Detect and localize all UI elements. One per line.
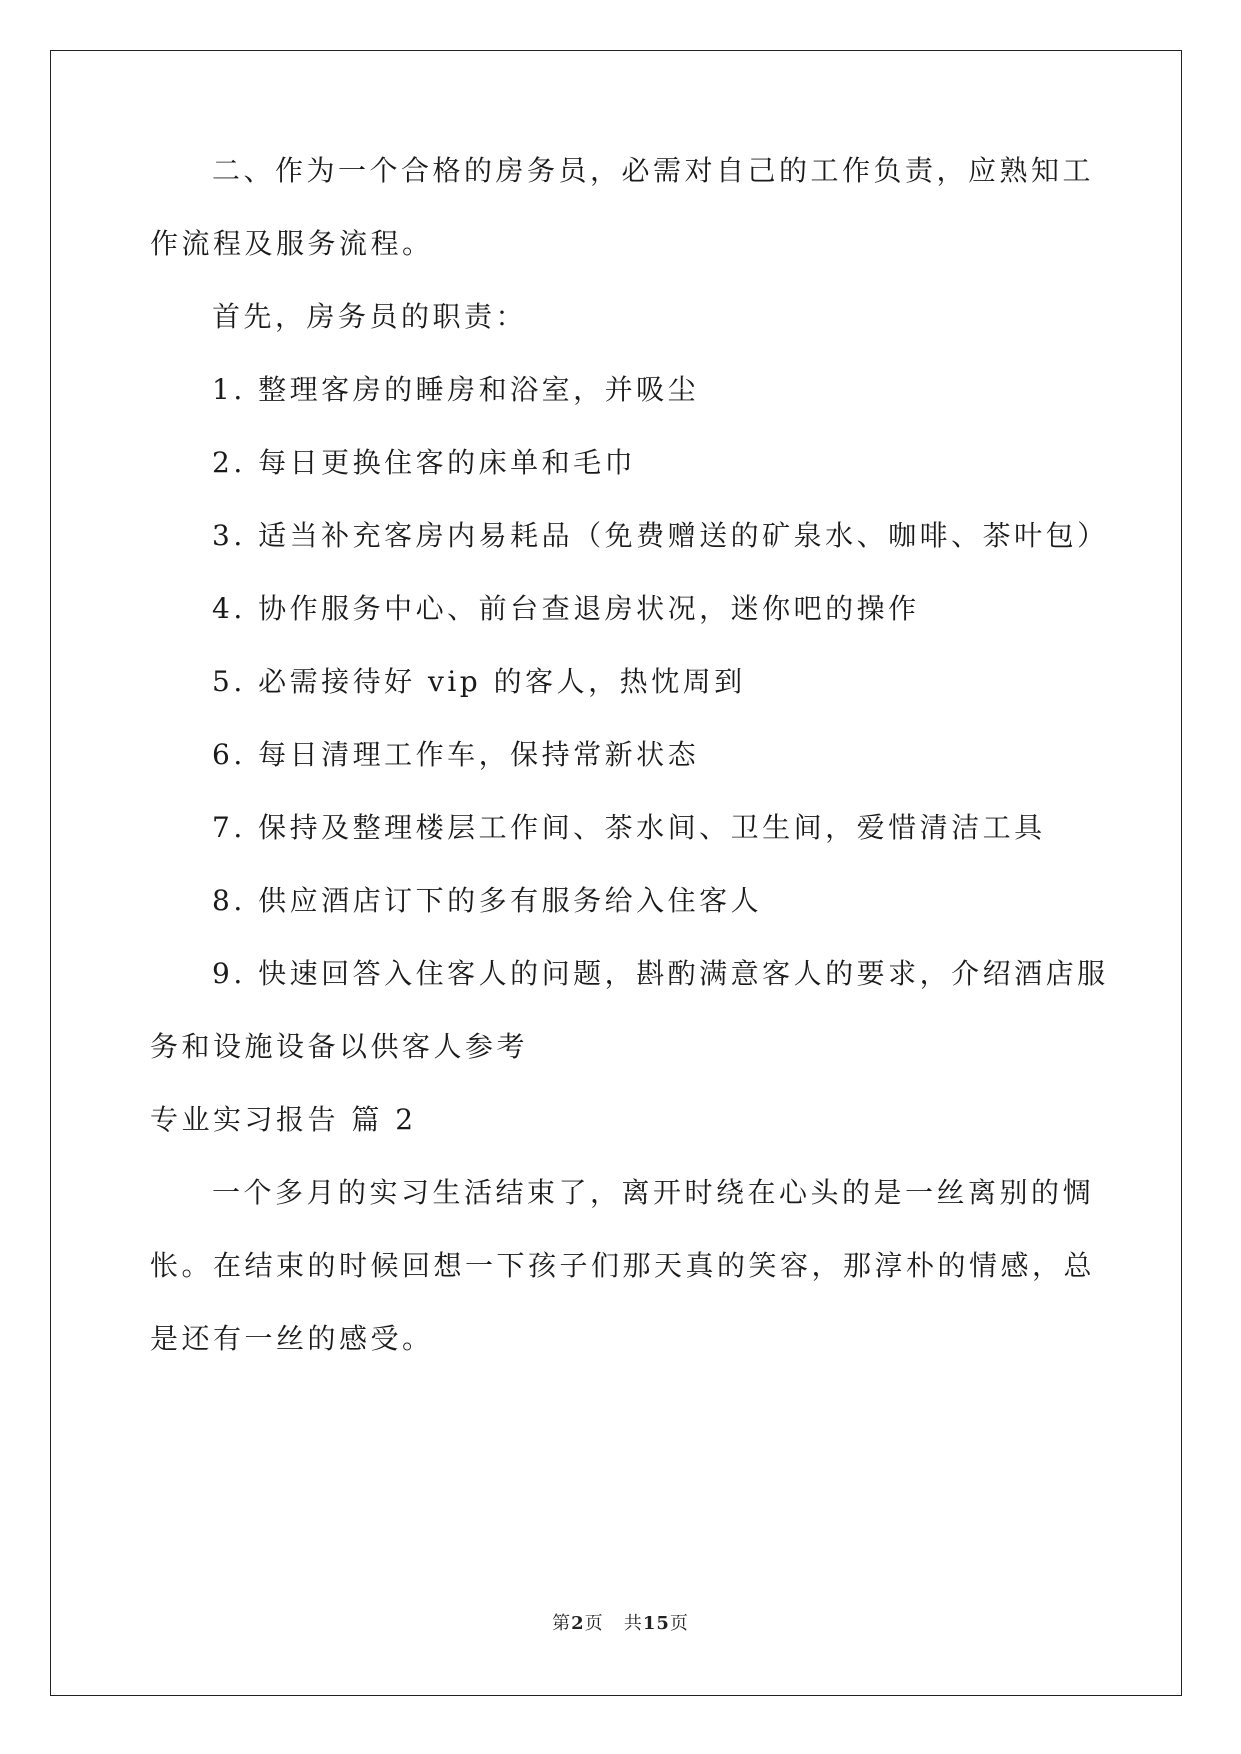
footer-page-number: 2: [571, 1613, 585, 1634]
footer-prefix: 第: [552, 1613, 572, 1634]
paragraph-line: 6. 每日清理工作车，保持常新状态: [212, 738, 700, 771]
paragraph-continuation-line: 作流程及服务流程。: [150, 227, 434, 260]
paragraph-line: 3. 适当补充客房内易耗品（免费赠送的矿泉水、咖啡、茶叶包）: [212, 519, 1109, 552]
paragraph-line: 4. 协作服务中心、前台查退房状况，迷你吧的操作: [212, 592, 920, 625]
paragraph-line: 专业实习报告 篇 2: [150, 1103, 417, 1136]
paragraph-line: 1. 整理客房的睡房和浴室，并吸尘: [212, 373, 700, 406]
footer-total-prefix: 共: [623, 1613, 643, 1634]
footer-page-suffix: 页: [584, 1613, 604, 1634]
paragraph-line: 2. 每日更换住客的床单和毛巾: [212, 446, 637, 479]
paragraph-line: 首先，房务员的职责：: [212, 300, 528, 333]
paragraph-line: 7. 保持及整理楼层工作间、茶水间、卫生间，爱惜清洁工具: [212, 811, 1046, 844]
paragraph-continuation-line: 怅。在结束的时候回想一下孩子们那天真的笑容，那淳朴的情感，总: [150, 1249, 1096, 1282]
footer-total-pages: 15: [642, 1613, 670, 1634]
paragraph-line: 8. 供应酒店订下的多有服务给入住客人: [212, 884, 763, 917]
paragraph-line: 5. 必需接待好 vip 的客人，热忱周到: [212, 665, 746, 698]
paragraph-continuation-line: 是还有一丝的感受。: [150, 1322, 434, 1355]
paragraph-line: 9. 快速回答入住客人的问题，斟酌满意客人的要求，介绍酒店服: [212, 957, 1109, 990]
paragraph-line: 一个多月的实习生活结束了，离开时绕在心头的是一丝离别的惆: [212, 1176, 1095, 1209]
page-footer: [0, 1612, 1241, 1636]
paragraph-continuation-line: 务和设施设备以供客人参考: [150, 1030, 529, 1063]
paragraph-line: 二、作为一个合格的房务员，必需对自己的工作负责，应熟知工: [212, 154, 1095, 187]
footer-total-suffix: 页: [669, 1613, 689, 1634]
